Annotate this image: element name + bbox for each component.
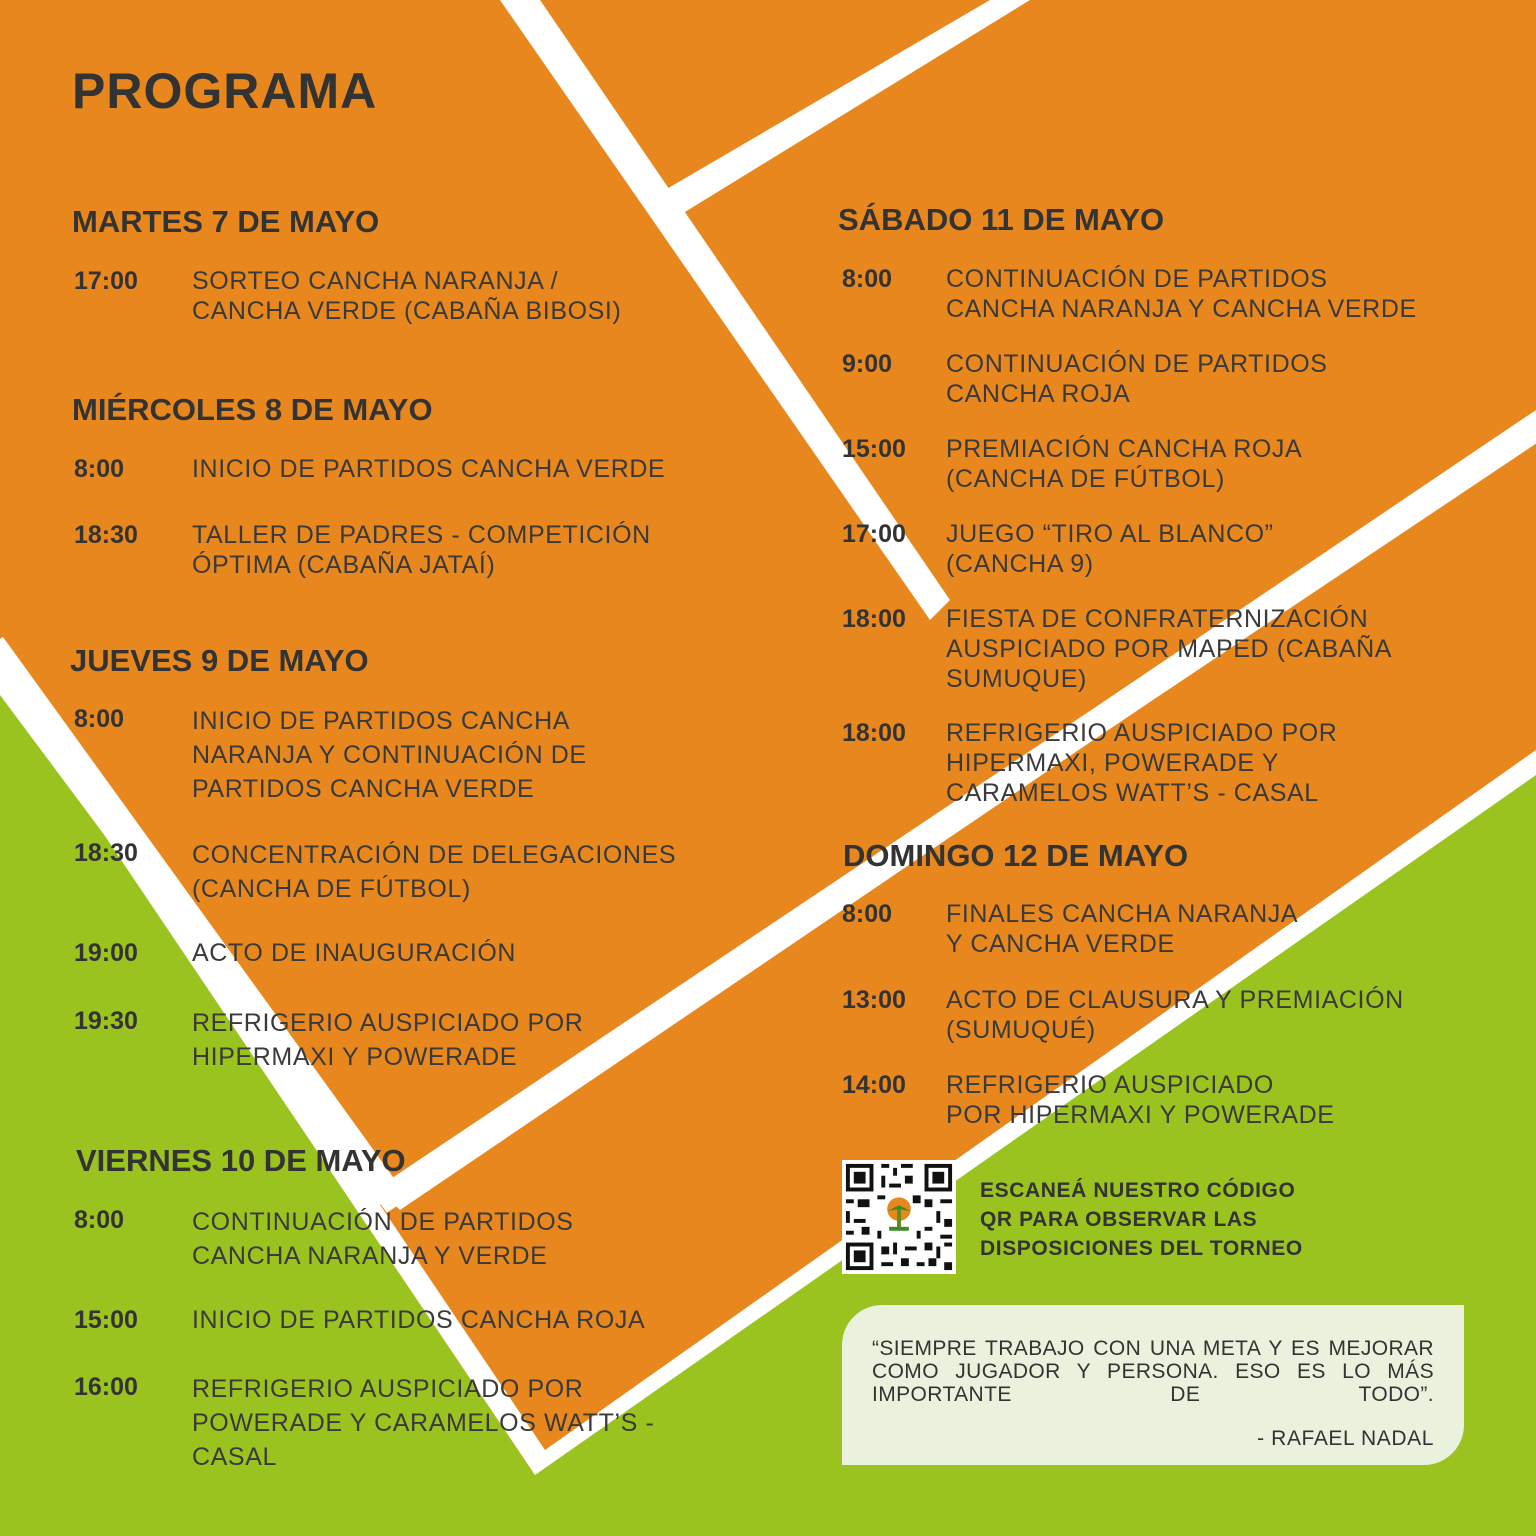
event-text: FINALES CANCHA NARANJA Y CANCHA VERDE [946,900,1299,958]
page-title: PROGRAMA [72,63,378,119]
day-heading-jueves: JUEVES 9 DE MAYO [70,643,369,678]
event-text: TALLER DE PADRES - COMPETICIÓN ÓPTIMA (CABAÑA JATAÍ) [192,521,651,579]
qr-instructions: ESCANEÁ NUESTRO CÓDIGO QR PARA OBSERVAR LAS DISPOSICIONES DEL TORNEO [980,1179,1303,1260]
event-text: JUEGO “TIRO AL BLANCO” (CANCHA 9) [946,520,1274,578]
event-text: CONTINUACIÓN DE PARTIDOS CANCHA NARANJA Y CANCHA VERDE [946,265,1417,323]
event-time: 9:00 [842,350,893,378]
event-time: 16:00 [74,1373,138,1401]
event-time: 18:00 [842,719,906,747]
event-text: SORTEO CANCHA NARANJA / CANCHA VERDE (CABAÑA BIBOSI) [192,267,622,325]
event-text: INICIO DE PARTIDOS CANCHA NARANJA Y CONTINUACIÓN DE PARTIDOS CANCHA VERDE [192,707,587,803]
event-text: INICIO DE PARTIDOS CANCHA VERDE [192,455,666,483]
event-text: REFRIGERIO AUSPICIADO POR HIPERMAXI Y POWERADE [946,1071,1335,1129]
event-text: REFRIGERIO AUSPICIADO POR POWERADE Y CARAMELOS WATT’S - CASAL [192,1375,655,1471]
qr-code[interactable] [842,1160,956,1274]
event-time: 17:00 [74,267,138,295]
event-text: PREMIACIÓN CANCHA ROJA (CANCHA DE FÚTBOL) [946,435,1303,493]
event-time: 19:00 [74,939,138,967]
event-time: 18:30 [74,839,138,867]
event-text: CONTINUACIÓN DE PARTIDOS CANCHA ROJA [946,350,1328,408]
event-text: CONTINUACIÓN DE PARTIDOS CANCHA NARANJA Y VERDE [192,1208,574,1270]
event-time: 8:00 [74,705,125,733]
event-time: 18:30 [74,521,138,549]
event-time: 15:00 [842,435,906,463]
event-time: 17:00 [842,520,906,548]
event-text: INICIO DE PARTIDOS CANCHA ROJA [192,1306,646,1334]
event-text: FIESTA DE CONFRATERNIZACIÓN AUSPICIADO POR MAPED (CABAÑA SUMUQUE) [946,605,1393,693]
event-text: CONCENTRACIÓN DE DELEGACIONES (CANCHA DE FÚTBOL) [192,841,677,903]
day-heading-viernes: VIERNES 10 DE MAYO [76,1143,406,1178]
event-time: 15:00 [74,1306,138,1334]
qr-code-icon [842,1160,956,1274]
event-time: 18:00 [842,605,906,633]
quote-author: - RAFAEL NADAL [1257,1427,1434,1450]
day-heading-miercoles: MIÉRCOLES 8 DE MAYO [72,392,433,427]
event-text: ACTO DE CLAUSURA Y PREMIACIÓN (SUMUQUÉ) [946,986,1404,1044]
event-text: REFRIGERIO AUSPICIADO POR HIPERMAXI Y POWERADE [192,1009,584,1071]
quote-text: “SIEMPRE TRABAJO CON UNA META Y ES MEJORAR COMO JUGADOR Y PERSONA. ESO ES LO MÁS IMPORTANTE DE TODO”. [872,1337,1434,1406]
event-time: 13:00 [842,986,906,1014]
event-text: REFRIGERIO AUSPICIADO POR HIPERMAXI, POWERADE Y CARAMELOS WATT’S - CASAL [946,719,1338,807]
day-heading-martes: MARTES 7 DE MAYO [72,204,380,239]
event-time: 14:00 [842,1071,906,1099]
day-heading-domingo: DOMINGO 12 DE MAYO [843,838,1189,873]
event-time: 8:00 [74,455,125,483]
event-time: 8:00 [74,1206,125,1234]
event-time: 8:00 [842,900,893,928]
event-text: ACTO DE INAUGURACIÓN [192,939,517,967]
event-time: 8:00 [842,265,893,293]
day-heading-sabado: SÁBADO 11 DE MAYO [838,202,1165,237]
event-time: 19:30 [74,1007,138,1035]
quote-box [842,1305,1464,1465]
